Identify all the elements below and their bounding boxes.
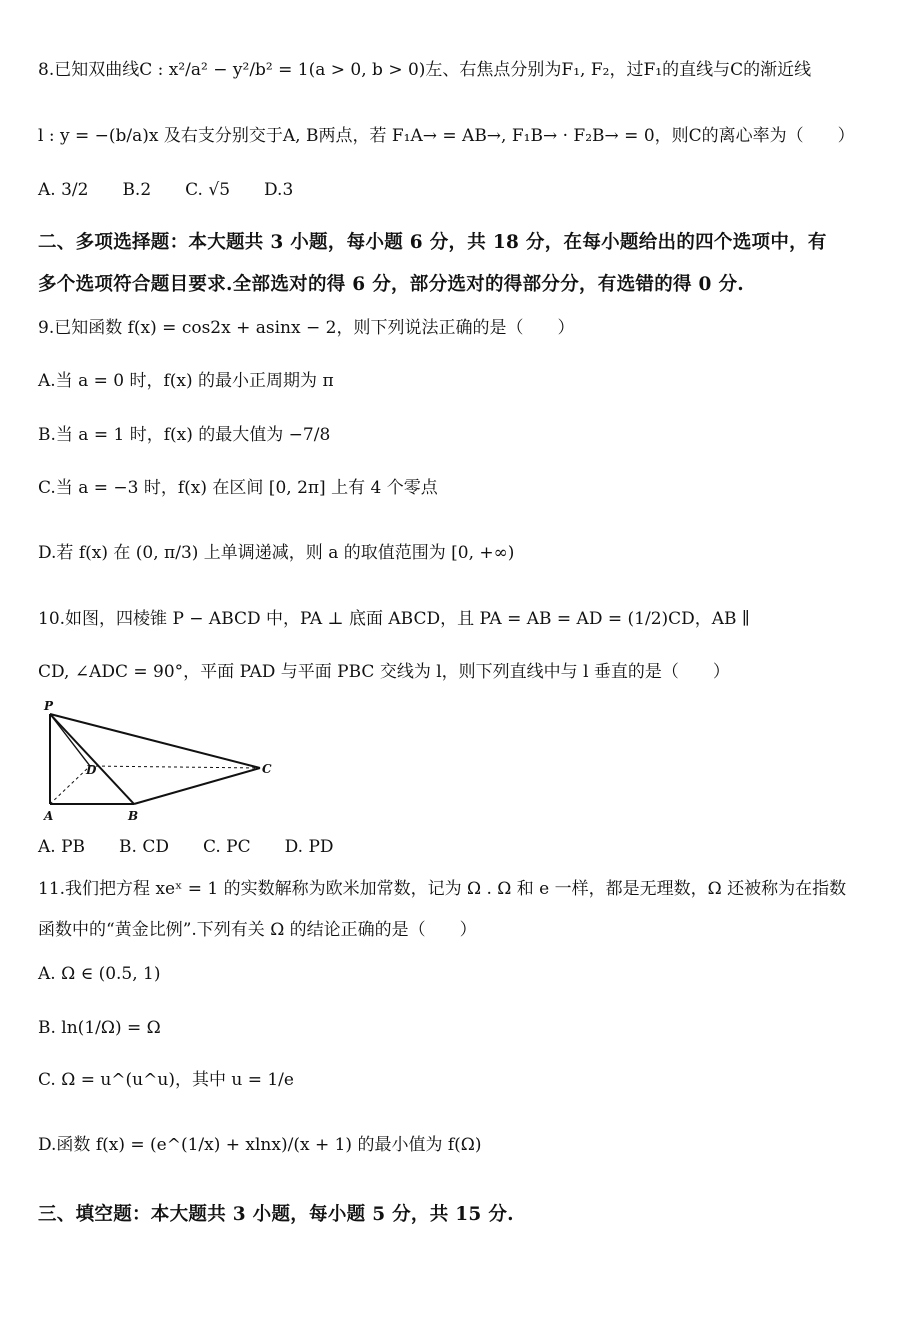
q11-option-d: D.函数 f(x) = (e^(1/x) + xlnx)/(x + 1) 的最小值为 f(Ω) bbox=[38, 1135, 482, 1155]
vertex-label-b: B bbox=[128, 809, 139, 823]
edge-dc-hidden bbox=[90, 766, 260, 768]
q10-stem-line1: 10.如图，四棱锥 P − ABCD 中，PA ⊥ 底面 ABCD，且 PA = AB = AD = (1/2)CD，AB ∥ bbox=[38, 609, 750, 629]
q9-option-d: D.若 f(x) 在 (0, π/3) 上单调递减，则 a 的取值范围为 [0, +∞) bbox=[38, 543, 515, 563]
q8-options: A. 3/2 B.2 C. √5 D.3 bbox=[38, 180, 294, 200]
q10-stem-line2: CD, ∠ADC = 90°，平面 PAD 与平面 PBC 交线为 l，则下列直线中与 l 垂直的是（ ） bbox=[38, 662, 730, 682]
edge-ad-hidden bbox=[50, 766, 90, 804]
edge-pb bbox=[50, 714, 134, 804]
vertex-label-p: P bbox=[44, 699, 54, 713]
q9-stem: 9.已知函数 f(x) = cos2x + asinx − 2，则下列说法正确的是（ ） bbox=[38, 318, 575, 338]
section3-heading: 三、填空题：本大题共 3 小题，每小题 5 分，共 15 分. bbox=[38, 1204, 514, 1225]
vertex-label-d: D bbox=[86, 763, 97, 777]
q11-option-b: B. ln(1/Ω) = Ω bbox=[38, 1018, 161, 1038]
pyramid-figure bbox=[38, 700, 298, 826]
q11-stem-line2: 函数中的“黄金比例”.下列有关 Ω 的结论正确的是（ ） bbox=[38, 920, 477, 940]
q8-stem-line2: l : y = −(b/a)x 及右支分别交于A, B两点，若 F₁A→ = AB→, F₁B→ · F₂B→ = 0，则C的离心率为（ ） bbox=[38, 126, 855, 146]
q10-options: A. PB B. CD C. PC D. PD bbox=[38, 837, 334, 857]
q11-stem-line1: 11.我们把方程 xeˣ = 1 的实数解称为欧米加常数，记为 Ω . Ω 和 e 一样，都是无理数，Ω 还被称为在指数 bbox=[38, 879, 847, 899]
q9-option-c: C.当 a = −3 时，f(x) 在区间 [0, 2π] 上有 4 个零点 bbox=[38, 478, 438, 498]
edge-pc bbox=[50, 714, 260, 768]
pyramid-diagram bbox=[38, 700, 298, 826]
q8-stem-line1: 8.已知双曲线C : x²/a² − y²/b² = 1(a > 0, b > 0)左、右焦点分别为F₁, F₂，过F₁的直线与C的渐近线 bbox=[38, 60, 812, 80]
vertex-label-a: A bbox=[44, 809, 54, 823]
q9-option-a: A.当 a = 0 时，f(x) 的最小正周期为 π bbox=[38, 371, 334, 391]
edge-bc bbox=[134, 768, 260, 804]
q11-option-c: C. Ω = u^(u^u)，其中 u = 1/e bbox=[38, 1070, 294, 1090]
q11-option-a: A. Ω ∈ (0.5, 1) bbox=[38, 964, 161, 984]
vertex-label-c: C bbox=[262, 762, 272, 776]
section2-heading-line1: 二、多项选择题：本大题共 3 小题，每小题 6 分，共 18 分，在每小题给出的四个选项中，有 bbox=[38, 232, 827, 253]
section2-heading-line2: 多个选项符合题目要求.全部选对的得 6 分，部分选对的得部分分，有选错的得 0 分. bbox=[38, 274, 744, 295]
q9-option-b: B.当 a = 1 时，f(x) 的最大值为 −7/8 bbox=[38, 425, 331, 445]
